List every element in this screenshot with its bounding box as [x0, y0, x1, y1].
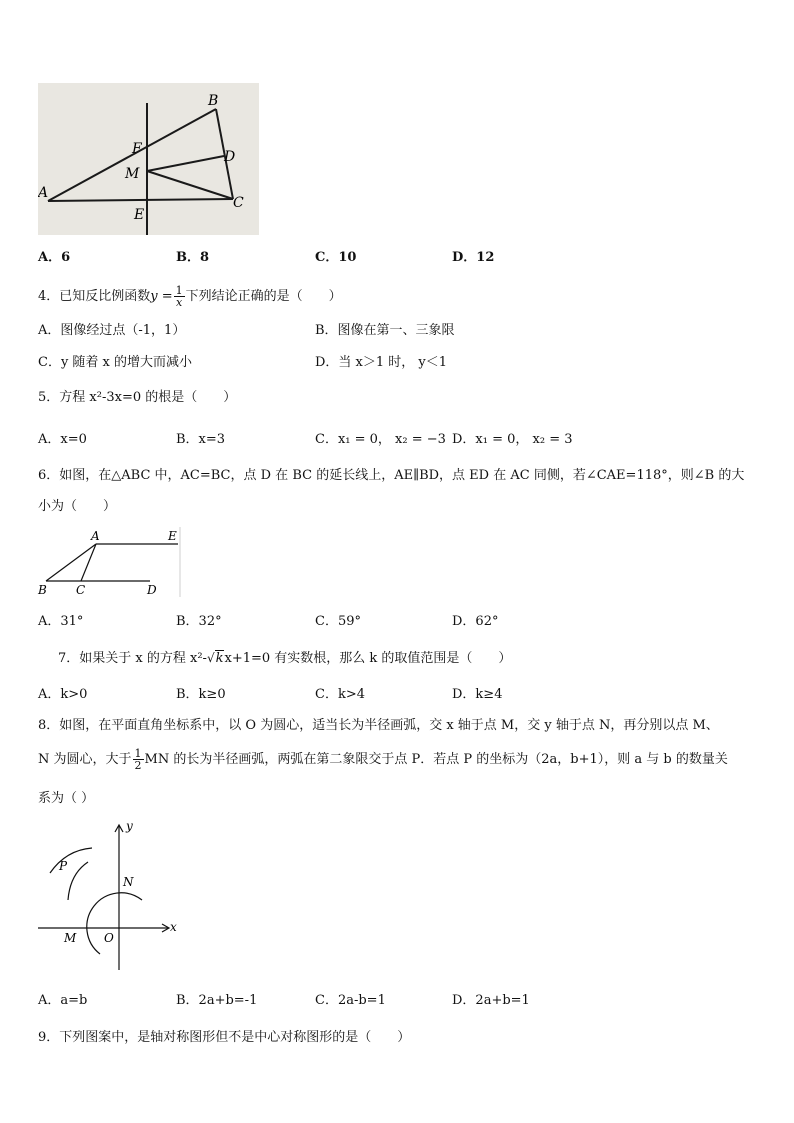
- q8-stem-line2-after: MN 的长为半径画弧，两弧在第二象限交于点 P．若点 P 的坐标为（2a，b+1），则 a 与 b 的数量关: [144, 752, 728, 767]
- q8-figure: [36, 818, 186, 973]
- q8-frac-den: 2: [134, 759, 142, 772]
- q6-label-c: C: [76, 583, 86, 597]
- q4-stem-after: 下列结论正确的是（ ）: [185, 289, 342, 304]
- q8-label-x: x: [170, 920, 177, 934]
- q6-stem-line2: 小为（ ）: [38, 499, 117, 514]
- q5-option-d: D．x₁ = 0， x₂ = 3: [452, 432, 573, 447]
- q8-option-b: B．2a+b=-1: [176, 993, 258, 1008]
- q8-frac-num: 1: [134, 747, 142, 760]
- q7-stem-before: 7．如果关于 x 的方程 x²-: [58, 651, 207, 666]
- q7-sqrt-var: k: [215, 651, 224, 666]
- q7-option-d: D．k≥4: [452, 687, 503, 702]
- q4-option-d: D．当 x＞1 时， y＜1: [315, 355, 448, 370]
- q3-option-a: A．6: [38, 250, 71, 265]
- q6-figure: [36, 527, 186, 597]
- q5-option-c: C．x₁ = 0， x₂ = −3: [315, 432, 446, 447]
- q6-option-d: D．62°: [452, 614, 499, 629]
- q7-sqrt: √: [206, 651, 215, 665]
- q4-func-y: y =: [150, 289, 173, 304]
- q6-label-e: E: [168, 529, 177, 543]
- q8-option-d: D．2a+b=1: [452, 993, 530, 1008]
- q8-label-n: N: [123, 875, 134, 889]
- q8-label-y: y: [126, 819, 133, 833]
- q7-stem: [58, 649, 511, 668]
- q8-stem-line3: 系为（ ）: [38, 791, 95, 806]
- q5-stem: 5．方程 x²-3x=0 的根是（ ）: [38, 390, 237, 405]
- q4-stem: [38, 285, 342, 308]
- q3-label-a: A: [38, 185, 49, 201]
- q4-fraction: [174, 285, 185, 308]
- q5-option-a: A．x=0: [38, 432, 87, 447]
- q8-label-m: M: [64, 931, 77, 945]
- q3-label-f: F: [132, 141, 142, 157]
- q4-option-b: B．图像在第一、三象限: [315, 323, 455, 338]
- q4-stem-before: 4．已知反比例函数: [38, 289, 151, 304]
- q4-option-c: C．y 随着 x 的增大而减小: [38, 355, 193, 370]
- q6-option-a: A．31°: [38, 614, 84, 629]
- q8-fraction: [133, 748, 144, 771]
- q8-label-o: O: [104, 931, 114, 945]
- q5-option-b: B．x=3: [176, 432, 226, 447]
- q3-label-c: C: [233, 195, 244, 211]
- q7-option-b: B．k≥0: [176, 687, 226, 702]
- q8-stem-line1: 8．如图，在平面直角坐标系中，以 O 为圆心，适当长为半径画弧，交 x 轴于点 M，交 y 轴于点 N，再分别以点 M、: [38, 718, 719, 733]
- q3-option-d: D．12: [452, 250, 495, 265]
- q7-option-a: A．k>0: [38, 687, 88, 702]
- q6-option-c: C．59°: [315, 614, 361, 629]
- q8-option-c: C．2a-b=1: [315, 993, 386, 1008]
- q9-stem: 9．下列图案中，是轴对称图形但不是中心对称图形的是（ ）: [38, 1030, 411, 1045]
- q4-frac-den: x: [176, 296, 183, 309]
- q6-stem-line1: 6．如图，在△ABC 中，AC=BC，点 D 在 BC 的延长线上，AE∥BD，点 ED 在 AC 同侧，若∠CAE=118°，则∠B 的大: [38, 468, 745, 483]
- q3-triangle-diagram: [38, 83, 259, 235]
- q7-option-c: C．k>4: [315, 687, 365, 702]
- q8-stem-line2: [38, 745, 728, 775]
- q3-label-e: E: [134, 207, 145, 223]
- q3-option-b: B．8: [176, 250, 210, 265]
- q7-stem-after: x+1=0 有实数根，那么 k 的取值范围是（ ）: [224, 651, 512, 666]
- q3-label-d: D: [224, 149, 236, 165]
- q6-label-a: A: [91, 529, 100, 543]
- q4-option-a: A．图像经过点（-1，1）: [38, 323, 186, 338]
- q4-frac-num: 1: [175, 284, 183, 297]
- q6-option-b: B．32°: [176, 614, 222, 629]
- q3-option-c: C．10: [315, 250, 357, 265]
- q8-option-a: A．a=b: [38, 993, 88, 1008]
- q8-stem-line2-before: N 为圆心，大于: [38, 752, 132, 767]
- q3-figure-photo: [38, 83, 259, 235]
- q3-label-m: M: [125, 166, 140, 182]
- q6-label-b: B: [38, 583, 47, 597]
- q3-label-b: B: [208, 93, 219, 109]
- q6-label-d: D: [147, 583, 157, 597]
- q8-label-p: P: [59, 859, 68, 873]
